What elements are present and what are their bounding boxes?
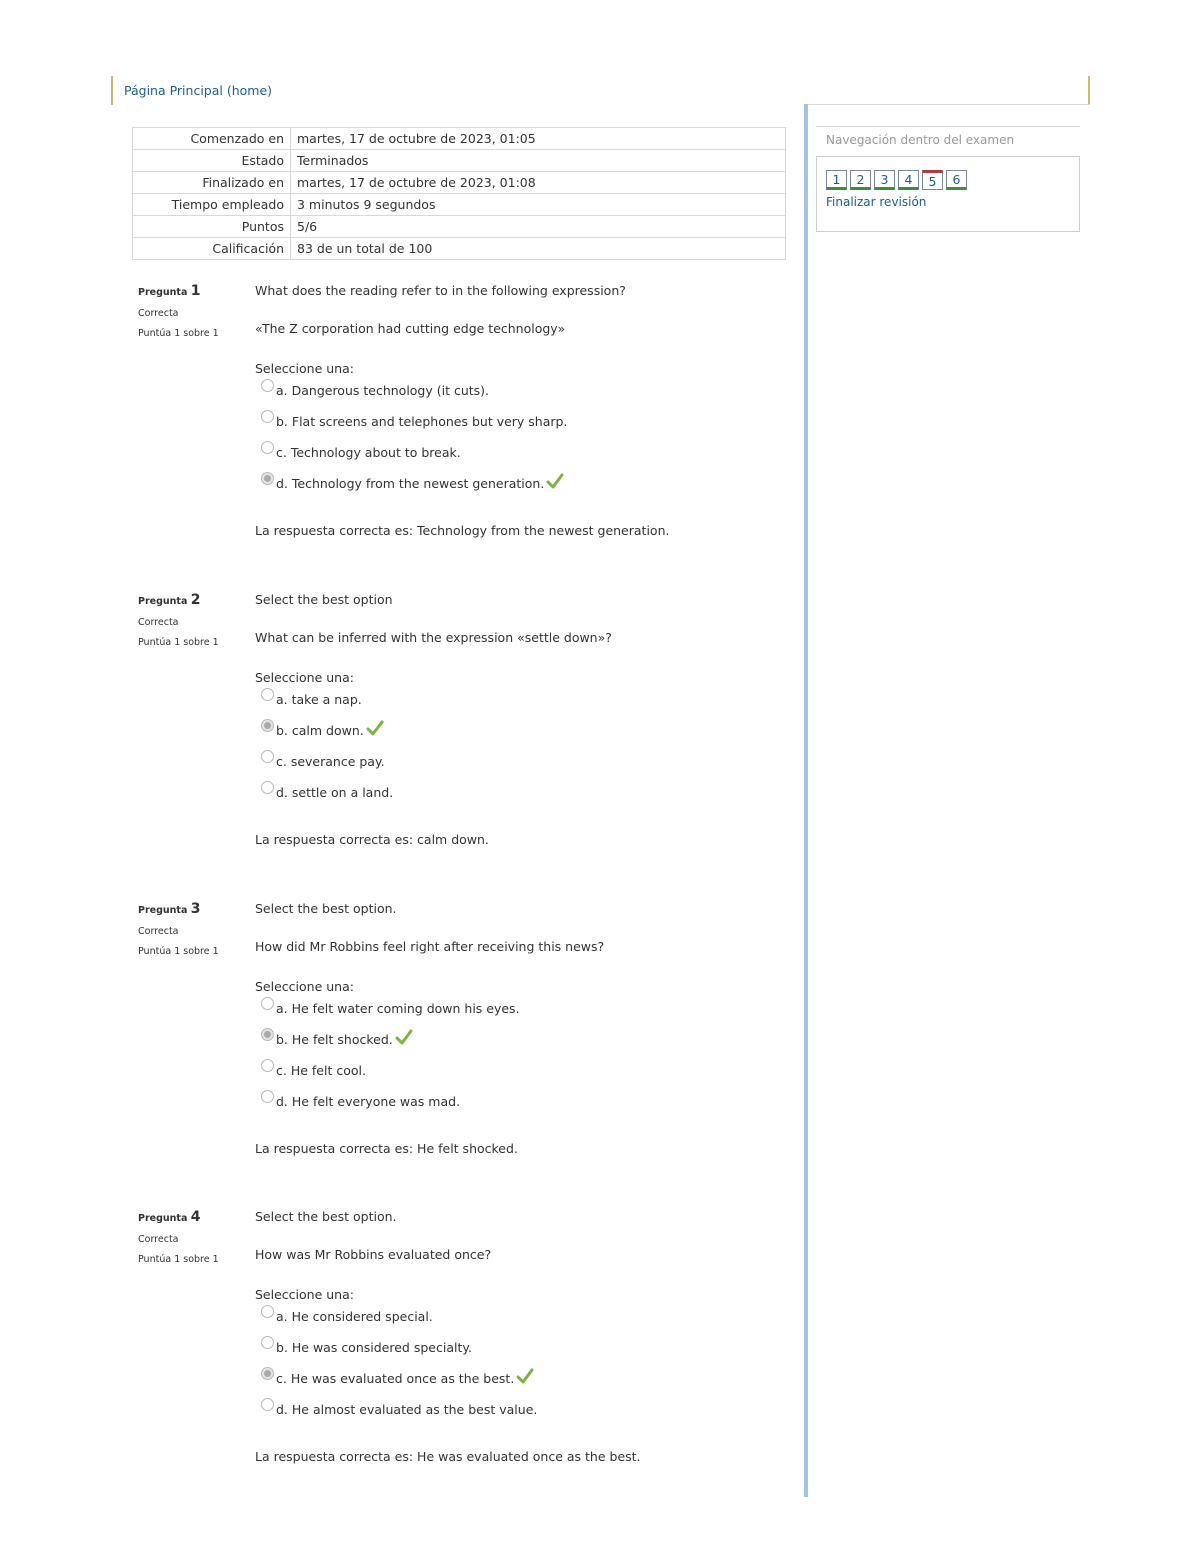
answer-option-d[interactable] [255,476,795,507]
question-grade: Puntúa 1 sobre 1 [138,328,219,339]
nav-question-5-button[interactable]: 5 [922,170,943,190]
radio-button[interactable] [261,1398,274,1411]
radio-button-selected[interactable] [261,1028,274,1041]
radio-button[interactable] [261,781,274,794]
summary-value: Terminados [291,150,786,172]
question-info [138,901,248,957]
question-grade: Puntúa 1 sobre 1 [138,1254,219,1265]
option-label: b. Flat screens and telephones but very sharp. [276,414,568,429]
answer-option-b[interactable] [255,1032,795,1063]
option-label: d. Technology from the newest generation. [276,476,545,491]
summary-row [133,216,786,238]
option-label: c. Technology about to break. [276,445,461,460]
question-expression: How was Mr Robbins evaluated once? [255,1247,492,1262]
radio-button[interactable] [261,1090,274,1103]
summary-row [133,150,786,172]
correct-answer-feedback: La respuesta correcta es: He felt shocked. [255,1141,518,1156]
summary-row [133,128,786,150]
radio-button[interactable] [261,1336,274,1349]
finish-review-link[interactable]: Finalizar revisión [826,195,927,209]
select-one-label: Seleccione una: [255,361,354,376]
nav-question-3-button[interactable]: 3 [874,170,895,190]
sidebar-divider [804,104,808,1497]
nav-question-6-button[interactable]: 6 [946,170,967,190]
option-label: c. severance pay. [276,754,385,769]
question-label: Pregunta [138,905,188,916]
question-number [138,901,248,917]
question-info [138,283,248,339]
answer-option-b[interactable] [255,723,795,754]
attempt-summary-table [132,127,786,260]
option-label: b. He was considered specialty. [276,1340,472,1355]
question-expression: «The Z corporation had cutting edge technology» [255,321,566,336]
question-state: Correcta [138,1234,179,1245]
radio-button[interactable] [261,1305,274,1318]
radio-button[interactable] [261,441,274,454]
nav-question-4-button[interactable]: 4 [898,170,919,190]
quiz-navigation-buttons [826,170,1079,190]
question-number-value: 2 [190,592,201,608]
question-label: Pregunta [138,596,188,607]
question-grade: Puntúa 1 sobre 1 [138,637,219,648]
question-number-value: 1 [190,283,201,299]
answer-option-a[interactable] [255,1001,795,1032]
question-info [138,1209,248,1265]
question-state: Correcta [138,926,179,937]
summary-value: 83 de un total de 100 [291,238,786,260]
question-state: Correcta [138,308,179,319]
question-number [138,283,248,299]
option-label: a. take a nap. [276,692,362,707]
select-one-label: Seleccione una: [255,979,354,994]
summary-value: martes, 17 de octubre de 2023, 01:05 [291,128,786,150]
answer-option-a[interactable] [255,383,795,414]
answer-option-c[interactable] [255,445,795,476]
answer-option-a[interactable] [255,1309,795,1340]
select-one-label: Seleccione una: [255,670,354,685]
nav-question-2-button[interactable]: 2 [850,170,871,190]
nav-question-1-button[interactable]: 1 [826,170,847,190]
correct-answer-feedback: La respuesta correcta es: calm down. [255,832,489,847]
question-info [138,592,248,648]
summary-key: Finalizado en [133,172,291,194]
question-content [255,1209,795,1464]
answer-option-c[interactable] [255,754,795,785]
option-label: b. calm down. [276,723,364,738]
question-content [255,592,795,847]
correct-check-icon [546,472,564,490]
sidebar-top-border [808,104,1090,105]
question-state: Correcta [138,617,179,628]
option-label: c. He felt cool. [276,1063,366,1078]
summary-value: martes, 17 de octubre de 2023, 01:08 [291,172,786,194]
answer-option-d[interactable] [255,785,795,816]
quiz-navigation-block [816,126,1080,232]
summary-row [133,194,786,216]
summary-key: Puntos [133,216,291,238]
option-label: a. Dangerous technology (it cuts). [276,383,490,398]
question-prompt: Select the best option. [255,901,397,916]
summary-key: Estado [133,150,291,172]
radio-button[interactable] [261,750,274,763]
question-prompt: What does the reading refer to in the following expression? [255,283,626,298]
radio-button-selected[interactable] [261,719,274,732]
radio-button[interactable] [261,1059,274,1072]
summary-key: Calificación [133,238,291,260]
option-label: a. He felt water coming down his eyes. [276,1001,520,1016]
correct-check-icon [366,719,384,737]
answer-option-d[interactable] [255,1094,795,1125]
option-label: a. He considered special. [276,1309,433,1324]
correct-check-icon [516,1367,534,1385]
quiz-navigation-box [816,156,1080,232]
question-grade: Puntúa 1 sobre 1 [138,946,219,957]
summary-row [133,238,786,260]
radio-button-selected[interactable] [261,1367,274,1380]
question-number-value: 3 [190,901,201,917]
radio-button[interactable] [261,997,274,1010]
answer-option-c[interactable] [255,1063,795,1094]
summary-value: 3 minutos 9 segundos [291,194,786,216]
radio-button[interactable] [261,688,274,701]
option-label: b. He felt shocked. [276,1032,393,1047]
answer-option-b[interactable] [255,414,795,445]
option-label: d. settle on a land. [276,785,394,800]
option-label: d. He felt everyone was mad. [276,1094,461,1109]
question-label: Pregunta [138,287,188,298]
quiz-navigation-title: Navegación dentro del examen [816,126,1080,154]
answer-option-c[interactable] [255,1371,795,1402]
breadcrumb [111,76,1090,105]
answer-option-d[interactable] [255,1402,795,1433]
breadcrumb-home-link[interactable]: Página Principal (home) [124,83,273,98]
summary-value: 5/6 [291,216,786,238]
radio-button[interactable] [261,379,274,392]
question-expression: What can be inferred with the expression «settle down»? [255,630,612,645]
radio-button[interactable] [261,410,274,423]
question-number-value: 4 [190,1209,201,1225]
question-content [255,283,795,538]
question-number [138,1209,248,1225]
question-expression: How did Mr Robbins feel right after receiving this news? [255,939,605,954]
correct-check-icon [395,1028,413,1046]
correct-answer-feedback: La respuesta correcta es: He was evaluated once as the best. [255,1449,641,1464]
option-label: c. He was evaluated once as the best. [276,1371,515,1386]
summary-key: Tiempo empleado [133,194,291,216]
option-label: d. He almost evaluated as the best value. [276,1402,538,1417]
summary-row [133,172,786,194]
correct-answer-feedback: La respuesta correcta es: Technology from the newest generation. [255,523,670,538]
question-prompt: Select the best option. [255,1209,397,1224]
question-number [138,592,248,608]
summary-key: Comenzado en [133,128,291,150]
select-one-label: Seleccione una: [255,1287,354,1302]
answer-option-a[interactable] [255,692,795,723]
question-label: Pregunta [138,1213,188,1224]
question-content [255,901,795,1156]
radio-button-selected[interactable] [261,472,274,485]
question-prompt: Select the best option [255,592,393,607]
